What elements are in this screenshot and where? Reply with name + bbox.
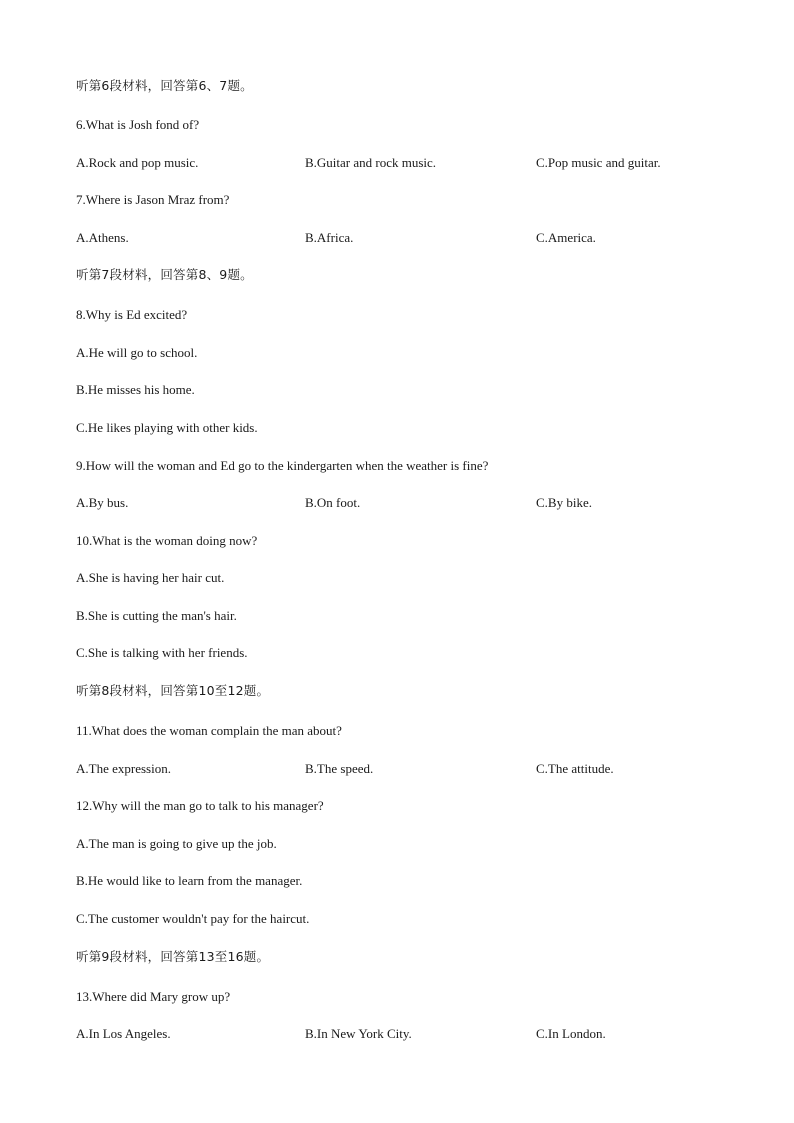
option-12a: A.The man is going to give up the job. <box>76 836 277 851</box>
option-10b: B.She is cutting the man's hair. <box>76 608 237 623</box>
question-6: 6.What is Josh fond of? <box>76 117 200 132</box>
option-13b: B.In New York City. <box>305 1026 412 1041</box>
option-11c: C.The attitude. <box>536 761 614 776</box>
option-7a: A.Athens. <box>76 230 129 245</box>
section-heading-9: 听第9段材料，回答第13至16题。 <box>76 949 270 964</box>
question-8: 8.Why is Ed excited? <box>76 307 188 322</box>
option-6a: A.Rock and pop music. <box>76 155 199 170</box>
option-6b: B.Guitar and rock music. <box>305 155 437 170</box>
option-11b: B.The speed. <box>305 761 374 776</box>
option-7b: B.Africa. <box>305 230 354 245</box>
options-6 <box>76 155 766 171</box>
option-9a: A.By bus. <box>76 495 129 510</box>
option-10c: C.She is talking with her friends. <box>76 645 248 660</box>
options-7 <box>76 230 766 246</box>
option-9b: B.On foot. <box>305 495 361 510</box>
option-12b: B.He would like to learn from the manager. <box>76 873 303 888</box>
section-heading-8: 听第8段材料，回答第10至12题。 <box>76 683 270 698</box>
option-13a: A.In Los Angeles. <box>76 1026 171 1041</box>
options-13 <box>76 1026 766 1042</box>
question-9: 9.How will the woman and Ed go to the kindergarten when the weather is fine? <box>76 458 489 473</box>
option-6c: C.Pop music and guitar. <box>536 155 661 170</box>
option-9c: C.By bike. <box>536 495 592 510</box>
question-7: 7.Where is Jason Mraz from? <box>76 192 230 207</box>
section-heading-7: 听第7段材料，回答第8、9题。 <box>76 267 253 282</box>
option-12c: C.The customer wouldn't pay for the haircut. <box>76 911 310 926</box>
options-9 <box>76 495 766 511</box>
option-8a: A.He will go to school. <box>76 345 198 360</box>
section-heading-6: 听第6段材料，回答第6、7题。 <box>76 78 253 93</box>
option-11a: A.The expression. <box>76 761 171 776</box>
option-8c: C.He likes playing with other kids. <box>76 420 258 435</box>
question-12: 12.Why will the man go to talk to his manager? <box>76 798 324 813</box>
options-11 <box>76 761 766 777</box>
option-13c: C.In London. <box>536 1026 606 1041</box>
question-13: 13.Where did Mary grow up? <box>76 989 231 1004</box>
option-8b: B.He misses his home. <box>76 382 195 397</box>
option-7c: C.America. <box>536 230 596 245</box>
question-11: 11.What does the woman complain the man about? <box>76 723 342 738</box>
question-10: 10.What is the woman doing now? <box>76 533 258 548</box>
option-10a: A.She is having her hair cut. <box>76 570 225 585</box>
